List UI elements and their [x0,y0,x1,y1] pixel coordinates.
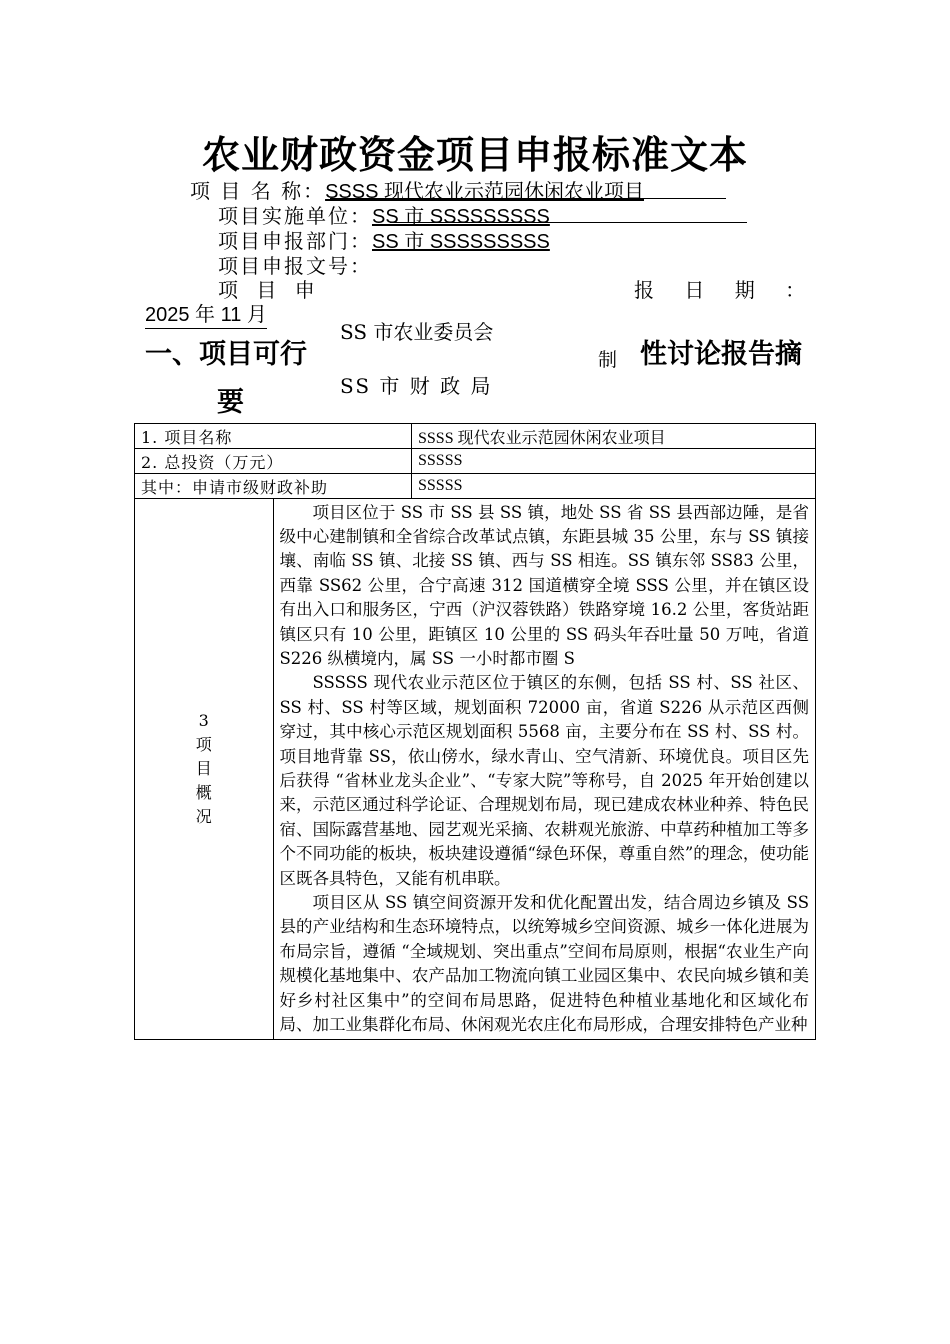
overview-body [273,499,816,1040]
project-name-value: SSSS 现代农业示范园休闲农业项目 [325,181,644,203]
overview-paragraph-1: 项目区位于 SS 市 SS 县 SS 镇，地处 SS 省 SS 县西部边陲，是省级中心建制镇和全省综合改革试点镇，东距县城 35 公里，东与 SS 镇接壤、南临 SS 镇、北接 SS 镇、西与 SS 相连。SS 镇东邻 SS83 公里，西靠 SS62 公里，合宁高速 312 国道横穿全境 SSS 公里，并在镇区设有出入口和服务区，宁西（沪汉蓉铁路）铁路穿境 16.2 公里，客货站距镇区只有 10 公里，距镇区 10 公里的 SS 码头年吞吐量 50 万吨，省道 S226 纵横境内，属 SS 一小时都市圈 S [279,502,809,668]
row-value-total-investment: SSSSS [412,449,816,474]
report-dept-value: SS 市 SSSSSSSSS [372,231,550,253]
report-date-label-a: 项 目 申 [218,278,321,302]
zhi-text: 制 [598,350,618,371]
finance-bureau-text: SS 市 财 政 局 [340,374,493,398]
section-heading-part2: 性讨论报告摘 [640,339,802,369]
report-date-value: 2025 年 11 月 [145,298,267,329]
side-char: 项 [195,735,212,754]
overview-side-label [135,499,274,1040]
project-name-label: 项 目 名 称： [190,179,326,203]
table-row [135,499,816,1040]
row-value-project-name: SSSS 现代农业示范园休闲农业项目 [412,424,816,449]
summary-table [134,423,816,1040]
section-heading-part1: 一、项目可行 [145,339,307,369]
side-char: 3 [198,711,209,730]
document-title: 农业财政资金项目申报标准文本 [201,132,748,177]
report-dept-label: 项目申报部门： [218,229,372,253]
row-value-subsidy: SSSSS [412,474,816,499]
side-char: 概 [195,783,212,802]
doc-no-label: 项目申报文号： [218,254,372,278]
impl-unit-value: SS 市 SSSSSSSSS [372,206,550,228]
table-row [135,474,816,499]
impl-unit-label: 项目实施单位： [218,204,372,228]
row-label-subsidy: 其中：申请市级财政补助 [135,474,412,499]
table-row [135,449,816,474]
agri-committee-text: SS 市农业委员会 [340,320,494,344]
impl-unit-underline [390,222,747,223]
project-name-underline [330,198,726,199]
row-label-total-investment: 2. 总投资（万元） [135,449,412,474]
row-label-project-name: 1. 项目名称 [135,424,412,449]
side-char: 目 [195,759,212,778]
overview-paragraph-3: 项目区从 SS 镇空间资源开发和优化配置出发，结合周边乡镇及 SS 县的产业结构和生态环境特点，以统筹城乡空间资源、城乡一体化进展为布局宗旨，遵循 “全域规划、突出重点”空间布局原则，根据“农业生产向规模化基地集中、农产品加工物流向镇工业园区集中、农民向城乡镇和美好乡村社区集中”的空间布局思路，促进特色种植业基地化和区域化布局、加工业集群化布局、休闲观光农庄化布局形成，合理安排特色产业种 [279,893,809,1035]
overview-paragraph-2: SSSSS 现代农业示范区位于镇区的东侧，包括 SS 村、SS 社区、SS 村、SS 村等区域，规划面积 72000 亩，省道 S226 从示范区西侧穿过，其中核心示范区规划面积 5568 亩，主要分布在 SS 村、SS 村。项目地背靠 SS，依山傍水，绿水青山、空气清新、环境优良。项目区先后获得 “省林业龙头企业”、“专家大院”等称号，自 2025 年开始创建以来，示范区通过科学论证、合理规划布局，现已建成农林业种养、特色民宿、国际露营基地、园艺观光采摘、农耕观光旅游、中草药种植加工等多个不同功能的板块，板块建设遵循“绿色环保，尊重自然”的理念，使功能区既各具特色，又能有机串联。 [279,673,809,888]
side-char: 况 [195,807,212,826]
section-heading-part3: 要 [217,387,244,417]
table-row [135,424,816,449]
report-date-label-b: 报 日 期 ： [634,278,818,302]
